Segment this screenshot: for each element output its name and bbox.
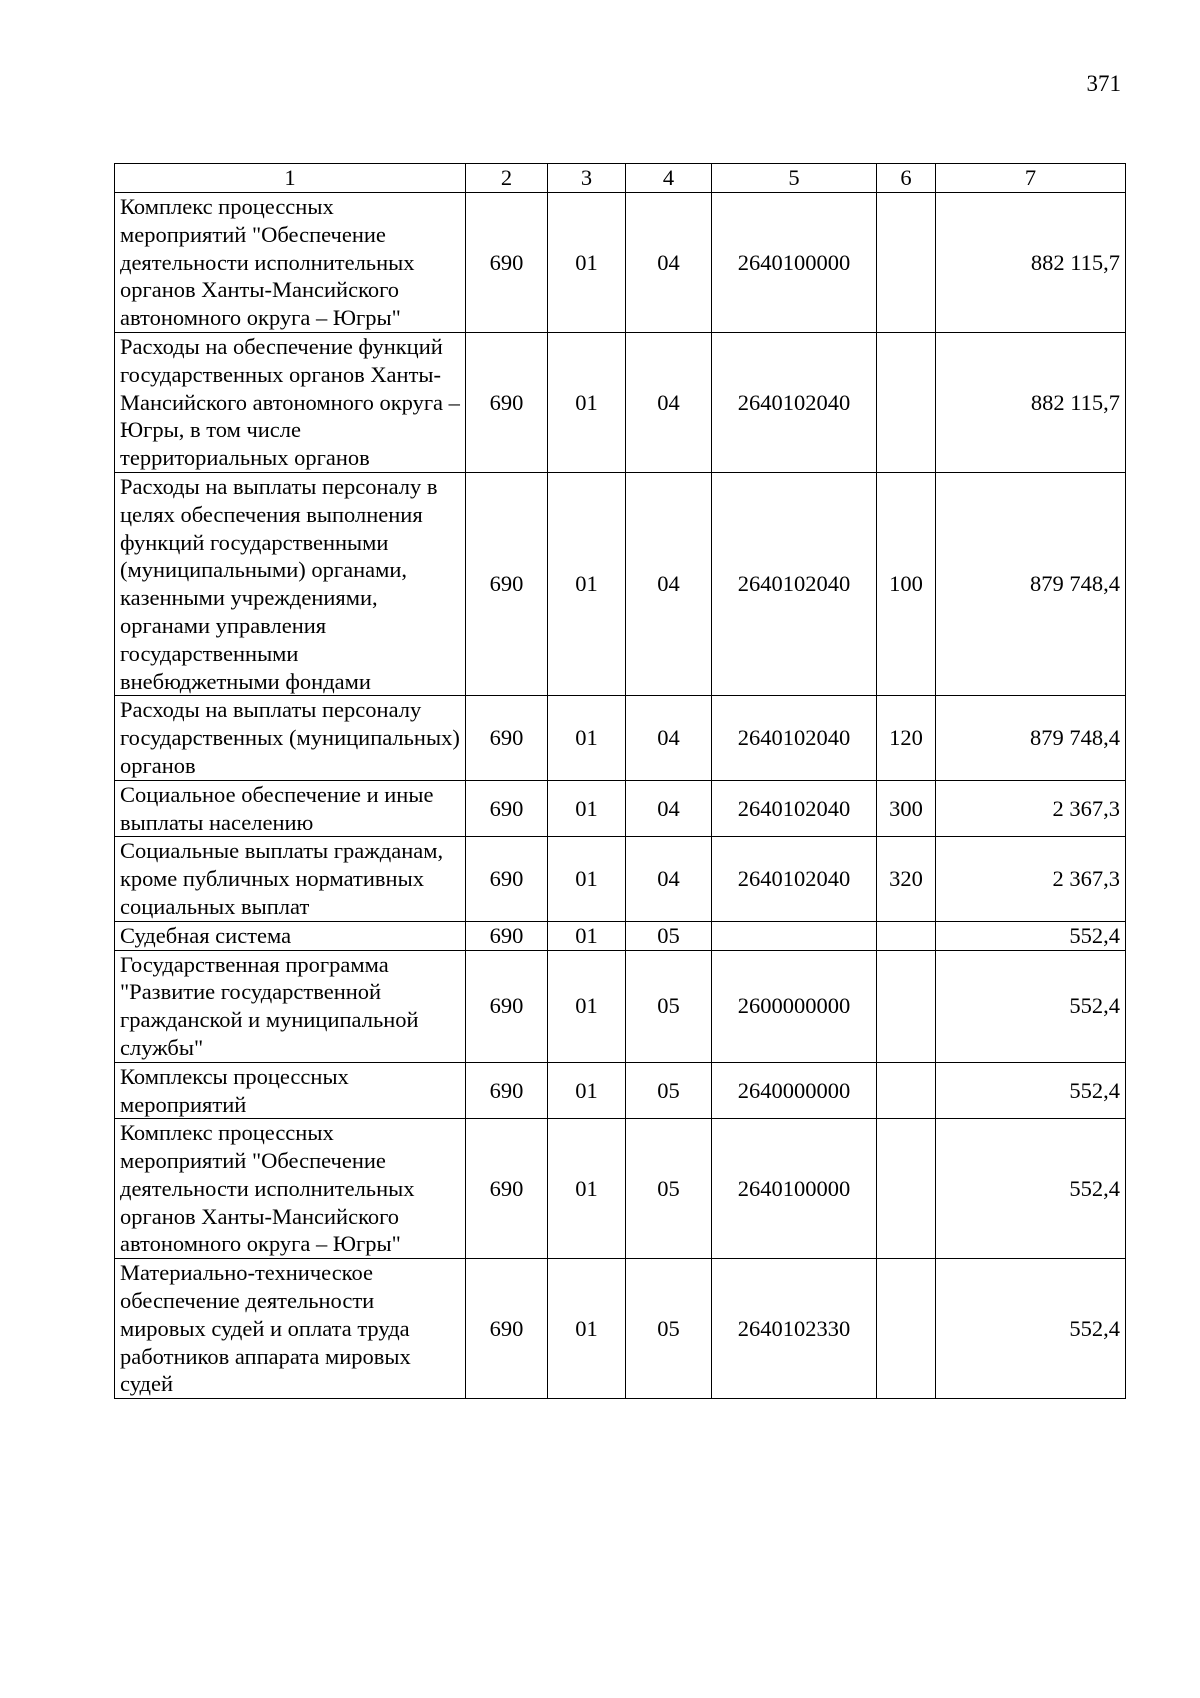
row-code-2: 690 (466, 780, 548, 837)
row-code-4: 05 (626, 921, 712, 950)
page-number: 371 (1086, 71, 1121, 96)
row-code-4: 05 (626, 1259, 712, 1399)
row-code-2: 690 (466, 921, 548, 950)
row-code-2: 690 (466, 193, 548, 333)
header-cell: 1 (115, 164, 466, 193)
header-cell: 2 (466, 164, 548, 193)
row-code-3: 01 (548, 780, 626, 837)
row-amount: 552,4 (936, 1062, 1126, 1119)
row-code-5: 2640100000 (712, 1119, 877, 1259)
row-name: Комплекс процессных мероприятий "Обеспечение деятельности исполнительных органов Ханты-Мансийского автономного округа – Югры" (115, 1119, 466, 1259)
row-code-4: 05 (626, 1062, 712, 1119)
table-row (115, 472, 1126, 695)
row-code-3: 01 (548, 696, 626, 780)
budget-table (114, 163, 1126, 1399)
header-cell: 5 (712, 164, 877, 193)
row-name: Государственная программа "Развитие государственной гражданской и муниципальной службы" (115, 950, 466, 1062)
row-name: Социальные выплаты гражданам, кроме публичных нормативных социальных выплат (115, 837, 466, 921)
table-row (115, 332, 1126, 472)
row-code-5: 2640100000 (712, 193, 877, 333)
row-name: Расходы на выплаты персоналу в целях обеспечения выполнения функций государственными (муниципальными) органами, казенными учреждениями, органами управления государственными внебюджетными фондами (115, 472, 466, 695)
row-code-6: 300 (877, 780, 936, 837)
table-row (115, 1259, 1126, 1399)
row-code-2: 690 (466, 1259, 548, 1399)
row-amount: 552,4 (936, 921, 1126, 950)
row-code-5: 2640102040 (712, 696, 877, 780)
row-code-2: 690 (466, 1119, 548, 1259)
row-amount: 879 748,4 (936, 472, 1126, 695)
table-row (115, 193, 1126, 333)
row-code-4: 04 (626, 780, 712, 837)
row-code-6 (877, 332, 936, 472)
table-header-row (115, 164, 1126, 193)
row-amount: 552,4 (936, 950, 1126, 1062)
row-code-6 (877, 921, 936, 950)
row-name: Материально-техническое обеспечение деятельности мировых судей и оплата труда работников аппарата мировых судей (115, 1259, 466, 1399)
row-code-2: 690 (466, 950, 548, 1062)
row-amount: 2 367,3 (936, 837, 1126, 921)
row-code-3: 01 (548, 1062, 626, 1119)
row-code-6: 320 (877, 837, 936, 921)
table-row (115, 921, 1126, 950)
row-code-5: 2640102040 (712, 472, 877, 695)
row-code-5: 2600000000 (712, 950, 877, 1062)
row-name: Расходы на выплаты персоналу государственных (муниципальных) органов (115, 696, 466, 780)
row-code-6 (877, 1119, 936, 1259)
row-code-4: 04 (626, 193, 712, 333)
row-name: Расходы на обеспечение функций государственных органов Ханты-Мансийского автономного округа – Югры, в том числе территориальных органов (115, 332, 466, 472)
row-code-5: 2640102040 (712, 332, 877, 472)
table-row (115, 950, 1126, 1062)
row-code-2: 690 (466, 696, 548, 780)
table-row (115, 1062, 1126, 1119)
row-code-2: 690 (466, 472, 548, 695)
row-code-5: 2640102330 (712, 1259, 877, 1399)
header-cell: 7 (936, 164, 1126, 193)
table-row (115, 837, 1126, 921)
table-row (115, 780, 1126, 837)
row-amount: 552,4 (936, 1259, 1126, 1399)
row-code-6: 120 (877, 696, 936, 780)
row-code-4: 04 (626, 837, 712, 921)
row-code-6 (877, 1062, 936, 1119)
row-code-3: 01 (548, 1119, 626, 1259)
row-code-3: 01 (548, 1259, 626, 1399)
header-cell: 6 (877, 164, 936, 193)
row-name: Комплекс процессных мероприятий "Обеспечение деятельности исполнительных органов Ханты-Мансийского автономного округа – Югры" (115, 193, 466, 333)
row-code-3: 01 (548, 332, 626, 472)
row-name: Комплексы процессных мероприятий (115, 1062, 466, 1119)
row-amount: 2 367,3 (936, 780, 1126, 837)
table-row (115, 1119, 1126, 1259)
row-code-4: 04 (626, 332, 712, 472)
row-code-6 (877, 950, 936, 1062)
row-name: Судебная система (115, 921, 466, 950)
row-code-6 (877, 1259, 936, 1399)
row-code-3: 01 (548, 921, 626, 950)
row-amount: 882 115,7 (936, 332, 1126, 472)
row-code-4: 04 (626, 472, 712, 695)
row-code-3: 01 (548, 950, 626, 1062)
header-cell: 4 (626, 164, 712, 193)
row-code-3: 01 (548, 472, 626, 695)
row-code-5 (712, 921, 877, 950)
row-amount: 882 115,7 (936, 193, 1126, 333)
row-code-4: 05 (626, 950, 712, 1062)
row-code-5: 2640000000 (712, 1062, 877, 1119)
row-code-2: 690 (466, 332, 548, 472)
row-amount: 552,4 (936, 1119, 1126, 1259)
table-row (115, 696, 1126, 780)
header-cell: 3 (548, 164, 626, 193)
row-code-5: 2640102040 (712, 780, 877, 837)
row-code-4: 04 (626, 696, 712, 780)
row-code-4: 05 (626, 1119, 712, 1259)
row-code-3: 01 (548, 837, 626, 921)
row-code-2: 690 (466, 1062, 548, 1119)
row-code-2: 690 (466, 837, 548, 921)
row-code-6: 100 (877, 472, 936, 695)
row-code-6 (877, 193, 936, 333)
row-code-3: 01 (548, 193, 626, 333)
row-code-5: 2640102040 (712, 837, 877, 921)
row-name: Социальное обеспечение и иные выплаты населению (115, 780, 466, 837)
row-amount: 879 748,4 (936, 696, 1126, 780)
